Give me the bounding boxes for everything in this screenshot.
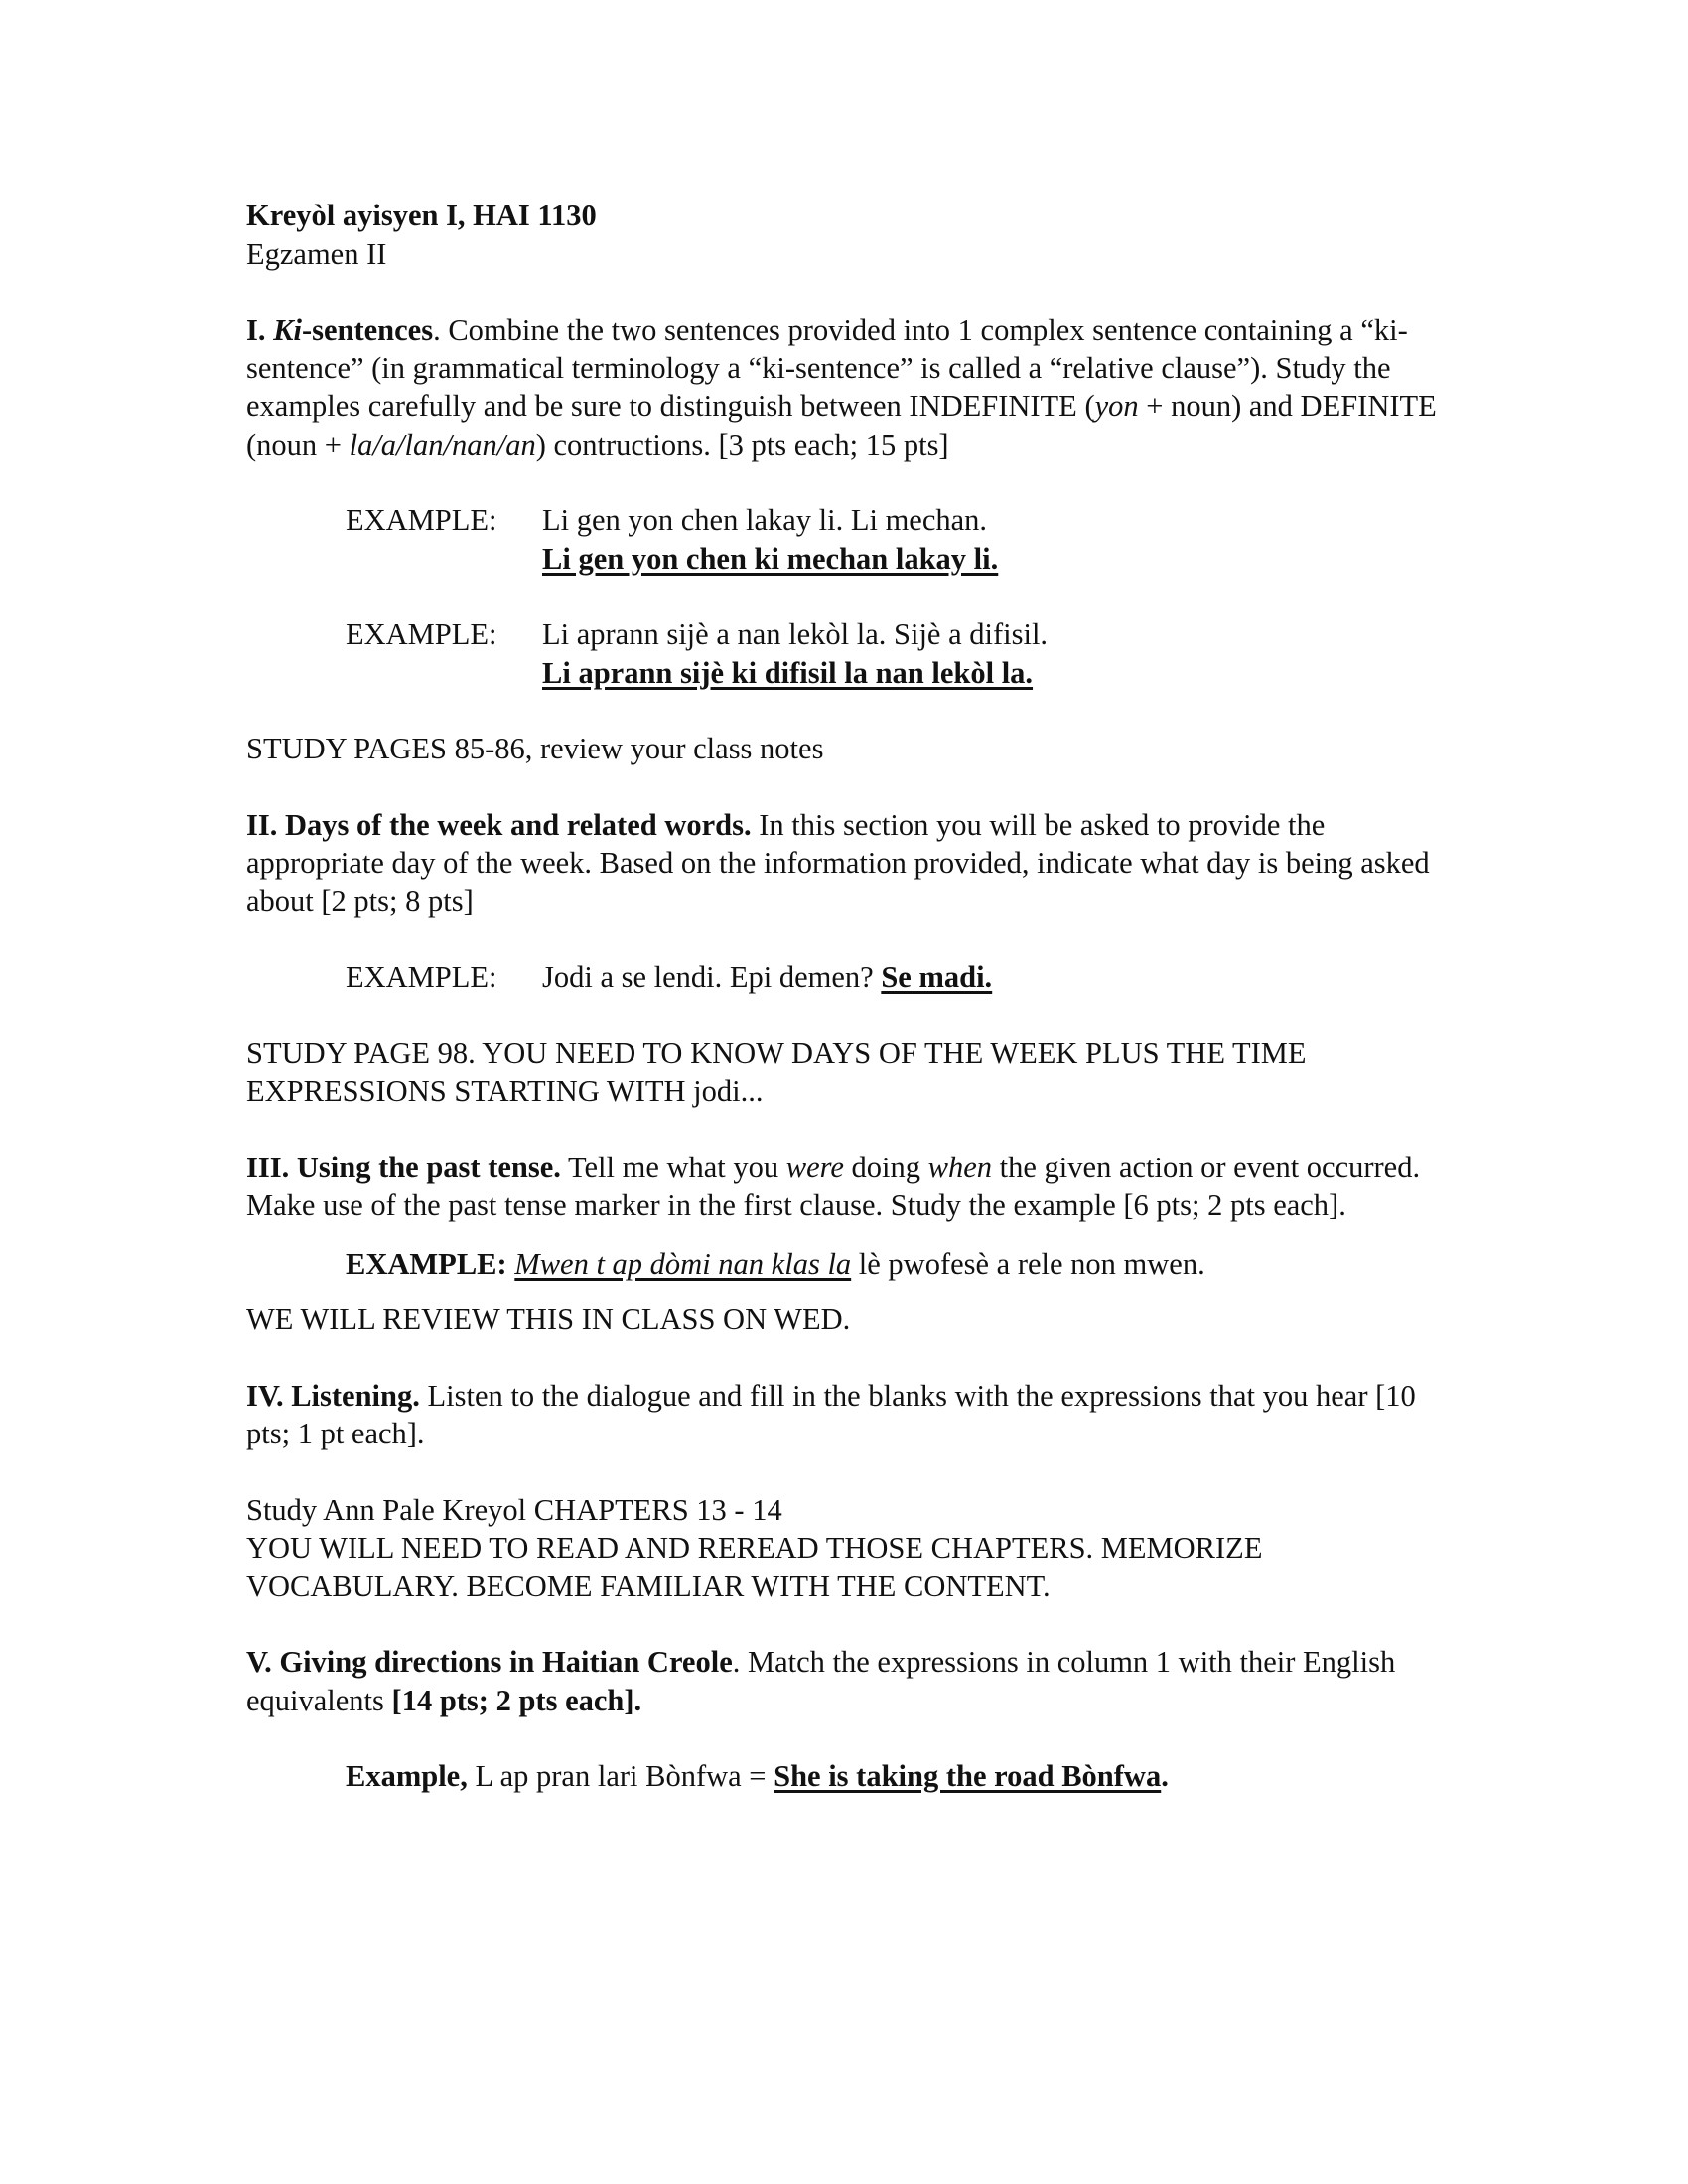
section-1-title-italic: Ki bbox=[273, 313, 302, 346]
section-3-intro-2: doing bbox=[843, 1150, 928, 1184]
example-answer: Li aprann sijè ki difisil la nan lekòl la. bbox=[542, 655, 1034, 690]
course-title: Kreyòl ayisyen I, HAI 1130 bbox=[246, 199, 597, 232]
section-3-intro: Tell me what you bbox=[560, 1150, 786, 1184]
section-5-points: [14 pts; 2 pts each]. bbox=[391, 1683, 642, 1717]
section-2-title: II. Days of the week and related words. bbox=[246, 807, 752, 842]
example-answer: Li gen yon chen ki mechan lakay li. bbox=[542, 541, 999, 576]
section-1-study-note: STUDY PAGES 85-86, review your class notes bbox=[246, 732, 824, 765]
section-2-study-note: STUDY PAGE 98. YOU NEED TO KNOW DAYS OF THE WEEK PLUS THE TIME EXPRESSIONS STARTING WITH jodi... bbox=[246, 1035, 1307, 1108]
example-answer: Se madi. bbox=[881, 960, 993, 994]
section-4-intro: Listen to the dialogue and fill in the blanks with the expressions that you hear [10 pts; 1 pt each]. bbox=[246, 1378, 1416, 1450]
example-answer: She is taking the road Bònfwa bbox=[774, 1759, 1162, 1793]
section-1-intro: . Combine the two sentences provided into 1 complex sentence containing a “ki-sentence” (in grammatical terminology a “ki-sentence” is called a “relative clause”). Study the examples carefully and be sure to distinguish between INDEFINITE ( bbox=[246, 313, 1408, 423]
section-1-intro-2: + noun) and DEFINITE (noun + bbox=[246, 389, 1437, 462]
example-end: . bbox=[1161, 1759, 1169, 1793]
example-prompt: L ap pran lari Bònfwa = bbox=[467, 1759, 774, 1793]
section-1-example-1 bbox=[246, 501, 1448, 578]
section-5-example bbox=[246, 1757, 1448, 1796]
section-2-intro: In this section you will be asked to provide the appropriate day of the week. Based on the information provided, indicate what day is being asked about [2 pts; 8 pts] bbox=[246, 807, 1430, 918]
example-prompt: Li aprann sijè a nan lekòl la. Sijè a difisil. bbox=[542, 617, 1049, 651]
section-5-instructions bbox=[246, 1643, 1448, 1719]
example-prompt: Jodi a se lendi. Epi demen? bbox=[542, 960, 882, 994]
section-1-yon: yon bbox=[1094, 389, 1139, 423]
section-4-title: IV. Listening. bbox=[246, 1378, 420, 1413]
example-answer: Mwen t ap dòmi nan klas la bbox=[514, 1246, 852, 1281]
section-5-title: V. Giving directions in Haitian Creole bbox=[246, 1645, 733, 1679]
example-label: Example, bbox=[346, 1759, 468, 1793]
section-1-example-2 bbox=[246, 615, 1448, 692]
section-3-title: III. Using the past tense. bbox=[246, 1150, 561, 1184]
section-3-intro-3: the given action or event occurred. Make use of the past tense marker in the first clause. Study the example [6 pts; 2 pts each]. bbox=[246, 1150, 1421, 1222]
section-1-number: I. bbox=[246, 313, 266, 346]
exam-title: Egzamen II bbox=[246, 236, 387, 271]
section-3-example bbox=[246, 1245, 1448, 1284]
section-4-instructions bbox=[246, 1377, 1448, 1453]
section-3-instructions bbox=[246, 1149, 1448, 1225]
section-1-instructions bbox=[246, 311, 1448, 464]
example-rest: lè pwofesè a rele non mwen. bbox=[851, 1246, 1205, 1281]
section-3-study-note: WE WILL REVIEW THIS IN CLASS ON WED. bbox=[246, 1302, 851, 1336]
section-4-study-note-2: YOU WILL NEED TO READ AND REREAD THOSE CHAPTERS. MEMORIZE VOCABULARY. BECOME FAMILIAR WITH THE CONTENT. bbox=[246, 1531, 1263, 1603]
section-2-instructions bbox=[246, 806, 1448, 921]
example-label: EXAMPLE: bbox=[346, 960, 497, 994]
section-5-intro: . Match the expressions in column 1 with their English equivalents bbox=[246, 1645, 1396, 1717]
section-1-intro-3: ) contructions. [3 pts each; 15 pts] bbox=[535, 427, 949, 462]
example-label: EXAMPLE: bbox=[346, 1246, 515, 1281]
section-2-example bbox=[246, 958, 1448, 997]
example-prompt: Li gen yon chen lakay li. Li mechan. bbox=[542, 503, 988, 537]
section-3-when: when bbox=[927, 1150, 993, 1184]
section-1-title: -sentences bbox=[301, 313, 434, 346]
exam-document bbox=[246, 197, 1448, 1796]
section-3-were: were bbox=[785, 1150, 844, 1184]
example-label: EXAMPLE: bbox=[346, 617, 497, 651]
example-label: EXAMPLE: bbox=[346, 503, 497, 537]
section-4-study-note-1: Study Ann Pale Kreyol CHAPTERS 13 - 14 bbox=[246, 1492, 782, 1527]
section-1-determiners: la/a/lan/nan/an bbox=[349, 427, 536, 462]
